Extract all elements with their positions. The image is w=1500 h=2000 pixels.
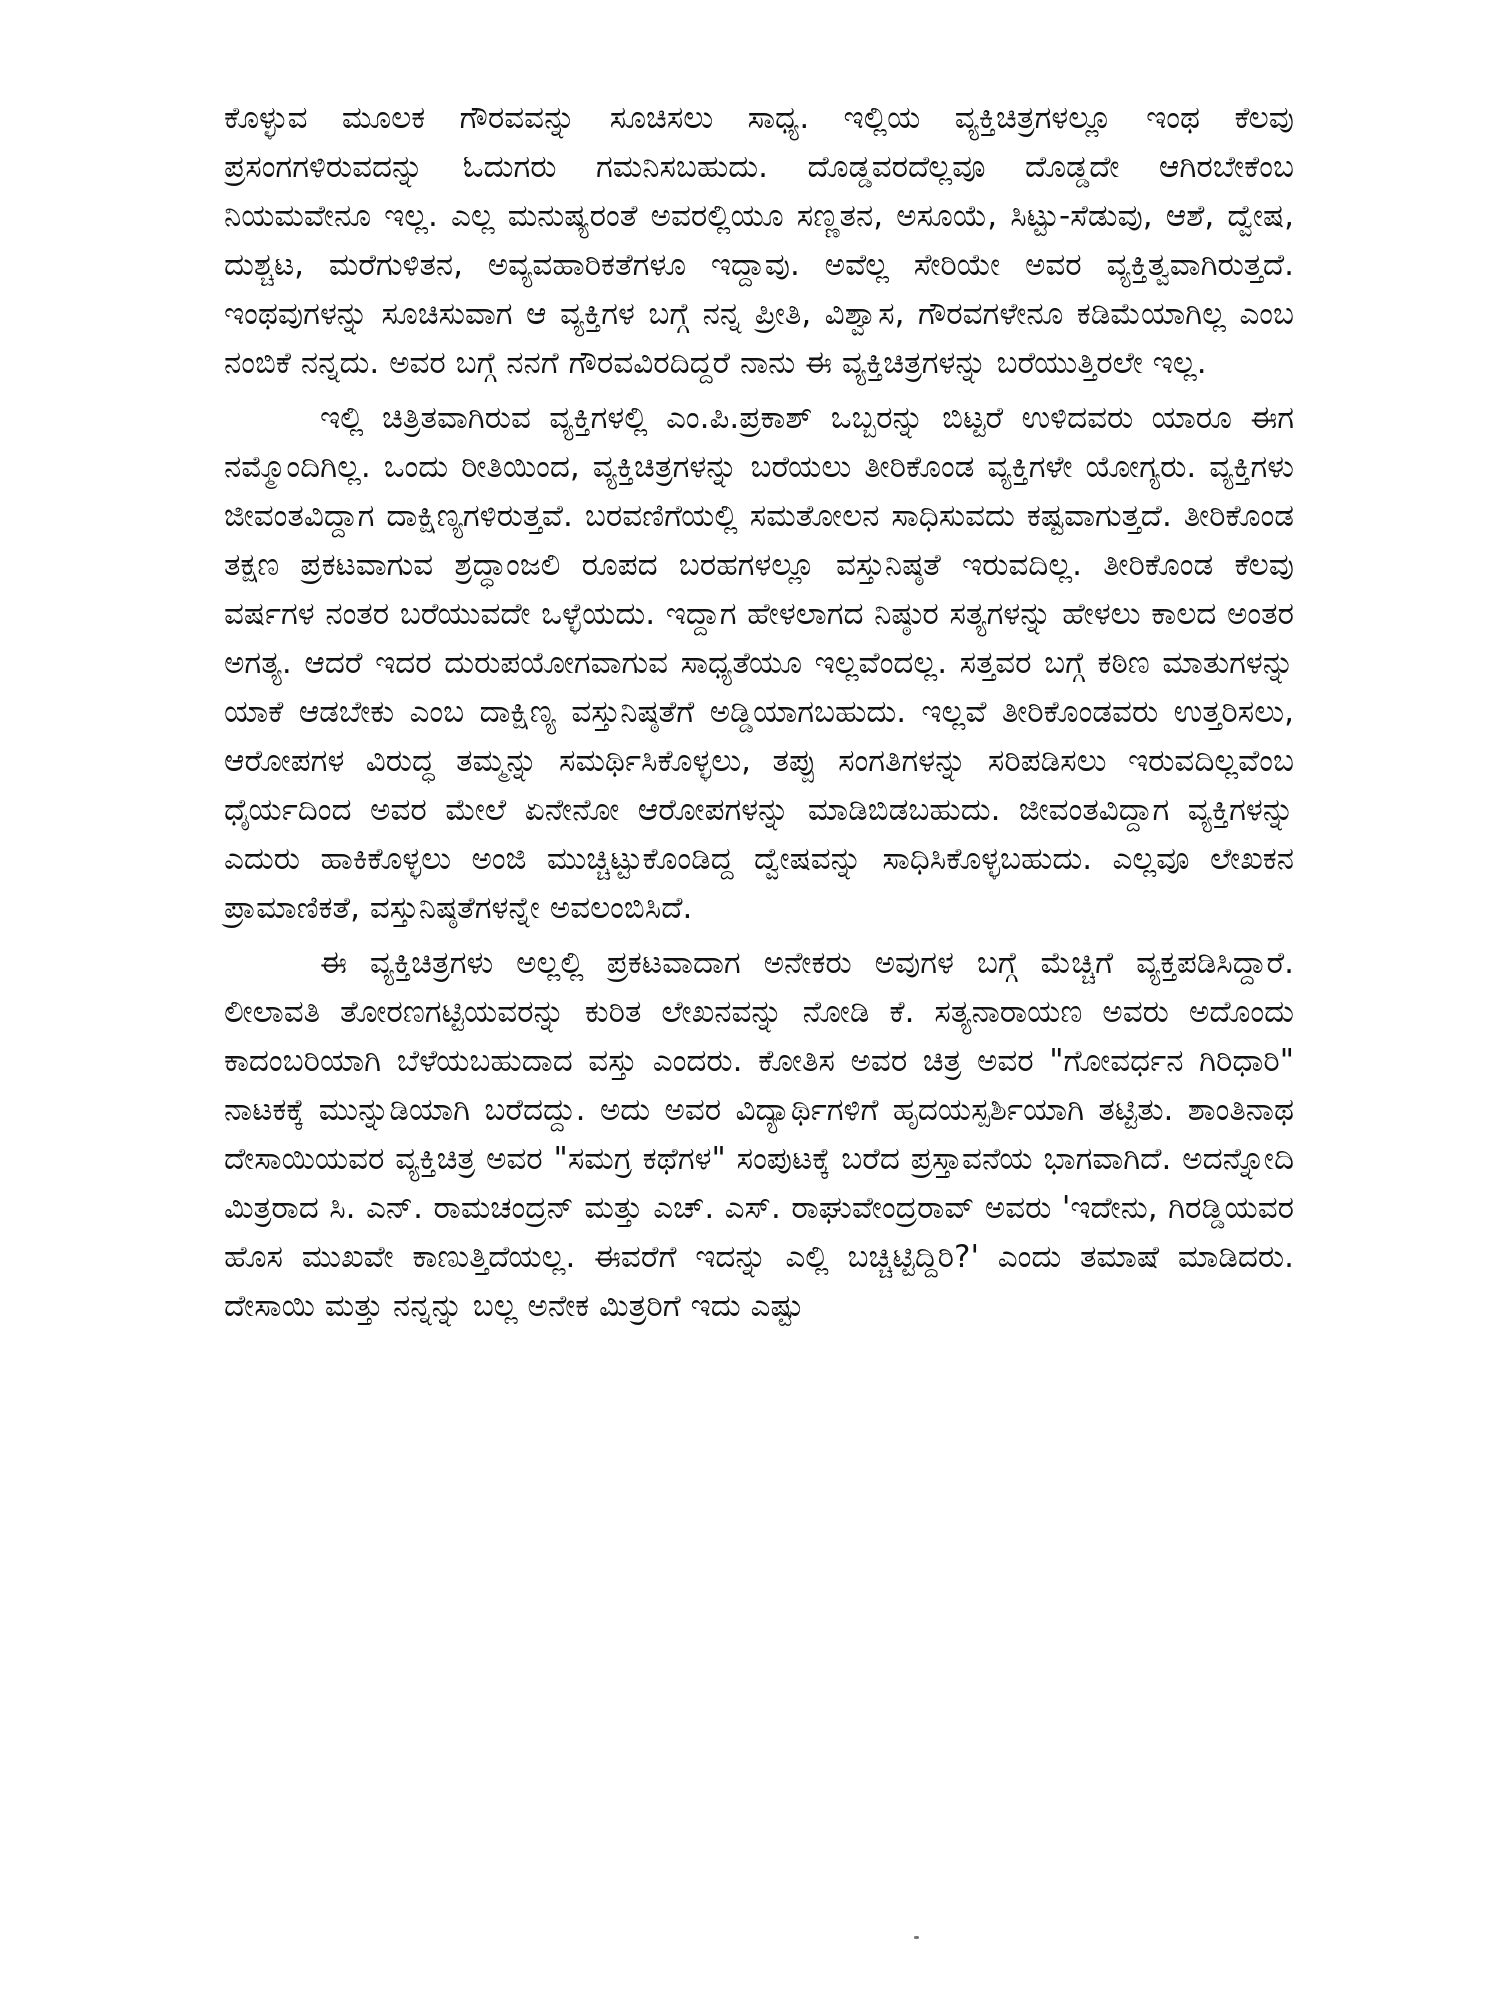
paragraph-2: ಇಲ್ಲಿ ಚಿತ್ರಿತವಾಗಿರುವ ವ್ಯಕ್ತಿಗಳಲ್ಲಿ ಎಂ.ಪಿ.ಪ್ರಕಾಶ್ ಒಬ್ಬರನ್ನು ಬಿಟ್ಟರೆ ಉಳಿದವರು ಯಾರೂ ಈಗ ನಮ್ಮೊಂದಿಗಿಲ್ಲ. ಒಂದು ರೀತಿಯಿಂದ, ವ್ಯಕ್ತಿಚಿತ್ರಗಳನ್ನು ಬರೆಯಲು ತೀರಿಕೊಂಡ ವ್ಯಕ್ತಿಗಳೇ ಯೋಗ್ಯರು. ವ್ಯಕ್ತಿಗಳು ಜೀವಂತವಿದ್ದಾಗ ದಾಕ್ಷಿಣ್ಯಗಳಿರುತ್ತವೆ. ಬರವಣಿಗೆಯಲ್ಲಿ ಸಮತೋಲನ ಸಾಧಿಸುವದು ಕಷ್ಟವಾಗುತ್ತದೆ. ತೀರಿಕೊಂಡ ತಕ್ಷಣ ಪ್ರಕಟವಾಗುವ ಶ್ರದ್ಧಾಂಜಲಿ ರೂಪದ ಬರಹಗಳಲ್ಲೂ ವಸ್ತುನಿಷ್ಠತೆ ಇರುವದಿಲ್ಲ. ತೀರಿಕೊಂಡ ಕೆಲವು ವರ್ಷಗಳ ನಂತರ ಬರೆಯುವದೇ ಒಳ್ಳೆಯದು. ಇದ್ದಾಗ ಹೇಳಲಾಗದ ನಿಷ್ಠುರ ಸತ್ಯಗಳನ್ನು ಹೇಳಲು ಕಾಲದ ಅಂತರ ಅಗತ್ಯ. ಆದರೆ ಇದರ ದುರುಪಯೋಗವಾಗುವ ಸಾಧ್ಯತೆಯೂ ಇಲ್ಲವೆಂದಲ್ಲ. ಸತ್ತವರ ಬಗ್ಗೆ ಕಠಿಣ ಮಾತುಗಳನ್ನು ಯಾಕೆ ಆಡಬೇಕು ಎಂಬ ದಾಕ್ಷಿಣ್ಯ ವಸ್ತುನಿಷ್ಠತೆಗೆ ಅಡ್ಡಿಯಾಗಬಹುದು. ಇಲ್ಲವೆ ತೀರಿಕೊಂಡವರು ಉತ್ತರಿಸಲು, ಆರೋಪಗಳ ವಿರುದ್ಧ ತಮ್ಮನ್ನು ಸಮರ್ಥಿಸಿಕೊಳ್ಳಲು, ತಪ್ಪು ಸಂಗತಿಗಳನ್ನು ಸರಿಪಡಿಸಲು ಇರುವದಿಲ್ಲವೆಂಬ ಧೈರ್ಯದಿಂದ ಅವರ ಮೇಲೆ ಏನೇನೋ ಆರೋಪಗಳನ್ನು ಮಾಡಿಬಿಡಬಹುದು. ಜೀವಂತವಿದ್ದಾಗ ವ್ಯಕ್ತಿಗಳನ್ನು ಎದುರು ಹಾಕಿಕೊಳ್ಳಲು ಅಂಜಿ ಮುಚ್ಚಿಟ್ಟುಕೊಂಡಿದ್ದ ದ್ವೇಷವನ್ನು ಸಾಧಿಸಿಕೊಳ್ಳಬಹುದು. ಎಲ್ಲವೂ ಲೇಖಕನ ಪ್ರಾಮಾಣಿಕತೆ, ವಸ್ತುನಿಷ್ಠತೆಗಳನ್ನೇ ಅವಲಂಬಿಸಿದೆ. <box>224 400 1294 926</box>
scan-speck <box>914 1936 919 1939</box>
paragraph-1: ಕೊಳ್ಳುವ ಮೂಲಕ ಗೌರವವನ್ನು ಸೂಚಿಸಲು ಸಾಧ್ಯ. ಇಲ್ಲಿಯ ವ್ಯಕ್ತಿಚಿತ್ರಗಳಲ್ಲೂ ಇಂಥ ಕೆಲವು ಪ್ರಸಂಗಗಳಿರುವದನ್ನು ಓದುಗರು ಗಮನಿಸಬಹುದು. ದೊಡ್ಡವರದೆಲ್ಲವೂ ದೊಡ್ಡದೇ ಆಗಿರಬೇಕೆಂಬ ನಿಯಮವೇನೂ ಇಲ್ಲ. ಎಲ್ಲ ಮನುಷ್ಯರಂತೆ ಅವರಲ್ಲಿಯೂ ಸಣ್ಣತನ, ಅಸೂಯೆ, ಸಿಟ್ಟು-ಸೆಡುವು, ಆಶೆ, ದ್ವೇಷ, ದುಶ್ಚಟ, ಮರೆಗುಳಿತನ, ಅವ್ಯವಹಾರಿಕತೆಗಳೂ ಇದ್ದಾವು. ಅವೆಲ್ಲ ಸೇರಿಯೇ ಅವರ ವ್ಯಕ್ತಿತ್ವವಾಗಿರುತ್ತದೆ. ಇಂಥವುಗಳನ್ನು ಸೂಚಿಸುವಾಗ ಆ ವ್ಯಕ್ತಿಗಳ ಬಗ್ಗೆ ನನ್ನ ಪ್ರೀತಿ, ವಿಶ್ವಾಸ, ಗೌರವಗಳೇನೂ ಕಡಿಮೆಯಾಗಿಲ್ಲ ಎಂಬ ನಂಬಿಕೆ ನನ್ನದು. ಅವರ ಬಗ್ಗೆ ನನಗೆ ಗೌರವವಿರದಿದ್ದರೆ ನಾನು ಈ ವ್ಯಕ್ತಿಚಿತ್ರಗಳನ್ನು ಬರೆಯುತ್ತಿರಲೇ ಇಲ್ಲ. <box>224 100 1294 381</box>
document-page <box>224 94 1294 1974</box>
paragraph-3: ಈ ವ್ಯಕ್ತಿಚಿತ್ರಗಳು ಅಲ್ಲಲ್ಲಿ ಪ್ರಕಟವಾದಾಗ ಅನೇಕರು ಅವುಗಳ ಬಗ್ಗೆ ಮೆಚ್ಚಿಗೆ ವ್ಯಕ್ತಪಡಿಸಿದ್ದಾರೆ. ಲೀಲಾವತಿ ತೋರಣಗಟ್ಟಿಯವರನ್ನು ಕುರಿತ ಲೇಖನವನ್ನು ನೋಡಿ ಕೆ. ಸತ್ಯನಾರಾಯಣ ಅವರು ಅದೊಂದು ಕಾದಂಬರಿಯಾಗಿ ಬೆಳೆಯಬಹುದಾದ ವಸ್ತು ಎಂದರು. ಕೋತಿಸ ಅವರ ಚಿತ್ರ ಅವರ "ಗೋವರ್ಧನ ಗಿರಿಧಾರಿ" ನಾಟಕಕ್ಕೆ ಮುನ್ನುಡಿಯಾಗಿ ಬರೆದದ್ದು. ಅದು ಅವರ ವಿದ್ಯಾರ್ಥಿಗಳಿಗೆ ಹೃದಯಸ್ಪರ್ಶಿಯಾಗಿ ತಟ್ಟಿತು. ಶಾಂತಿನಾಥ ದೇಸಾಯಿಯವರ ವ್ಯಕ್ತಿಚಿತ್ರ ಅವರ "ಸಮಗ್ರ ಕಥೆಗಳ" ಸಂಪುಟಕ್ಕೆ ಬರೆದ ಪ್ರಸ್ತಾವನೆಯ ಭಾಗವಾಗಿದೆ. ಅದನ್ನೋದಿ ಮಿತ್ರರಾದ ಸಿ. ಎನ್. ರಾಮಚಂದ್ರನ್ ಮತ್ತು ಎಚ್. ಎಸ್. ರಾಘುವೇಂದ್ರರಾವ್ ಅವರು 'ಇದೇನು, ಗಿರಡ್ಡಿಯವರ ಹೊಸ ಮುಖವೇ ಕಾಣುತ್ತಿದೆಯಲ್ಲ. ಈವರೆಗೆ ಇದನ್ನು ಎಲ್ಲಿ ಬಚ್ಚಿಟ್ಟಿದ್ದಿರಿ?' ಎಂದು ತಮಾಷೆ ಮಾಡಿದರು. ದೇಸಾಯಿ ಮತ್ತು ನನ್ನನ್ನು ಬಲ್ಲ ಅನೇಕ ಮಿತ್ರರಿಗೆ ಇದು ಎಷ್ಟು <box>224 945 1294 1324</box>
